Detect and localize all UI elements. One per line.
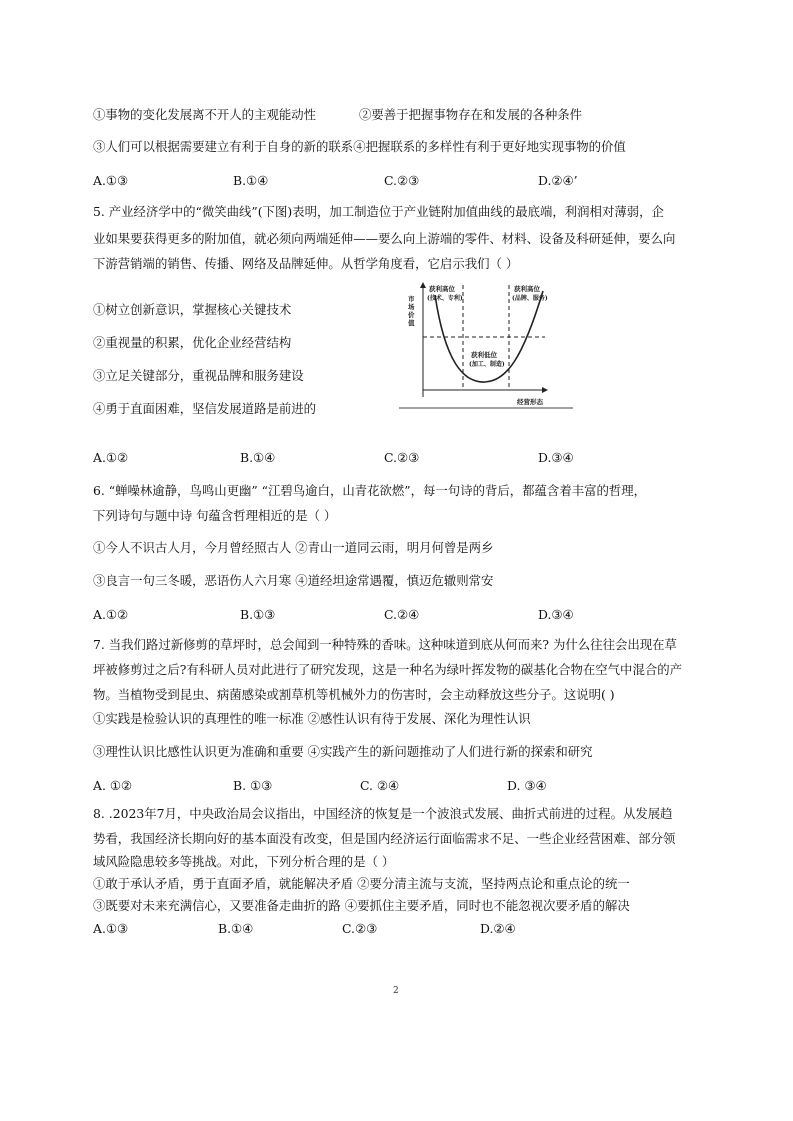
smile-curve-svg — [397, 279, 574, 411]
left-label-title: 获利高位 — [429, 285, 455, 293]
q7-statements-1: ①实践是检验认识的真理性的唯一标准 ②感性认识有待于发展、深化为理性认识 — [93, 711, 531, 726]
q4-statement-2: ②要善于把握事物存在和发展的各种条件 — [359, 107, 583, 122]
y-label-4: 值 — [408, 319, 415, 327]
q7-option-a: A. ①② — [93, 778, 133, 793]
q8-option-d: D.②④ — [480, 921, 516, 936]
q7-stem-line-3: 物。当植物受到昆虫、病菌感染或割草机等机械外力的伤害时，会主动释放这些分子。这说明( ) — [93, 687, 615, 702]
q7-option-c: C. ②④ — [360, 778, 400, 793]
y-label-3: 价 — [408, 311, 415, 319]
q8-statements-1: ①敢于承认矛盾，勇于直面矛盾，就能解决矛盾 ②要分清主流与支流，坚持两点论和重点论的统一 — [93, 876, 630, 891]
q5-stem-line-1: 5. 产业经济学中的“微笑曲线”(下图)表明，加工制造位于产业链附加值曲线的最底端，利润相对薄弱，企 — [93, 204, 664, 219]
q7-option-b: B. ①③ — [233, 778, 273, 793]
q5-option-d: D.③④ — [538, 450, 574, 465]
q6-stem-line-2: 下列诗句与题中诗 句蕴含哲理相近的是（ ） — [93, 508, 337, 523]
q4-option-c: C.②③ — [384, 173, 420, 188]
q8-option-a: A.①③ — [93, 921, 129, 936]
page-number: 2 — [393, 986, 399, 996]
bottom-label-title: 获利低位 — [471, 351, 497, 359]
q6-option-d: D.③④ — [538, 607, 574, 622]
q5-option-a: A.①② — [93, 450, 129, 465]
q5-statement-2: ②重视量的积累，优化企业经营结构 — [93, 335, 292, 350]
q4-option-a: A.①③ — [93, 173, 129, 188]
x-label: 经营形态 — [517, 398, 543, 406]
q4-statement-1: ①事物的变化发展离不开人的主观能动性 — [93, 107, 317, 122]
q5-stem-line-3: 下游营销端的销售、传播、网络及品牌延伸。从哲学角度看，它启示我们（ ） — [93, 256, 519, 271]
smile-curve-figure — [397, 279, 574, 411]
q8-stem-line-2: 势看，我国经济长期向好的基本面没有改变，但是国内经济运行面临需求不足、一些企业经营困难、部分领 — [93, 831, 676, 846]
bottom-label-sub: (加工、制造) — [469, 361, 505, 368]
q5-option-b: B.①④ — [240, 450, 276, 465]
q6-option-a: A.①② — [93, 607, 129, 622]
q8-statements-2: ③既要对未来充满信心，又要准备走曲折的路 ④要抓住主要矛盾，同时也不能忽视次要矛盾的解决 — [93, 898, 630, 913]
q7-stem-line-1: 7. 当我们路过新修剪的草坪时，总会闻到一种特殊的香味。这种味道到底从何而来? 为什么往往会出现在草 — [93, 637, 677, 652]
q7-stem-line-2: 坪被修剪过之后?有科研人员对此进行了研究发现，这是一种名为绿叶挥发物的碳基化合物在空气中混合的产 — [93, 662, 683, 677]
q6-option-c: C.②④ — [384, 607, 420, 622]
q6-option-b: B.①③ — [240, 607, 276, 622]
q8-option-b: B.①④ — [218, 921, 254, 936]
q4-statement-3: ③人们可以根据需要建立有利于自身的新的联系④把握联系的多样性有利于更好地实现事物的价值 — [93, 139, 626, 154]
x-axis-arrow-icon — [542, 387, 548, 393]
q6-stem-line-1: 6. “蝉噪林逾静，鸟鸣山更幽” “江碧鸟逾白，山青花欲燃”，每一句诗的背后，都蕴含着丰富的哲理， — [93, 483, 647, 498]
q5-statement-1: ①树立创新意识，掌握核心关键技术 — [93, 302, 292, 317]
right-label-sub: (品牌、服务) — [512, 295, 548, 302]
y-label-2: 场 — [408, 303, 415, 311]
q4-option-d: D.②④’ — [538, 173, 578, 188]
y-axis-arrow-icon — [420, 282, 426, 288]
q4-option-b: B.①④ — [233, 173, 269, 188]
q5-statement-4: ④勇于直面困难，坚信发展道路是前进的 — [93, 401, 317, 416]
q5-option-c: C.②③ — [384, 450, 420, 465]
q8-stem-line-3: 域风险隐患较多等挑战。对此，下列分析合理的是（ ） — [93, 854, 395, 869]
q7-statements-2: ③理性认识比感性认识更为准确和重要 ④实践产生的新问题推动了人们进行新的探索和研究 — [93, 744, 593, 759]
q5-statement-3: ③立足关键部分，重视品牌和服务建设 — [93, 368, 304, 383]
q8-option-c: C.②③ — [342, 921, 378, 936]
q6-statements-2: ③良言一句三冬暖，恶语伤人六月寒 ④道经坦途常遇覆，慎迈危辙则常安 — [93, 573, 494, 588]
right-label-title: 获利高位 — [514, 285, 540, 293]
q8-stem-line-1: 8. .2023年7月，中央政治局会议指出，中国经济的恢复是一个波浪式发展、曲折式前进的过程。从发展趋 — [93, 806, 673, 821]
left-label-sub: (技术、专利) — [427, 295, 463, 302]
q7-option-d: D. ③④ — [507, 778, 547, 793]
y-label-1: 市 — [408, 295, 415, 303]
q6-statements-1: ①今人不识古人月，今月曾经照古人 ②青山一道同云雨，明月何曾是两乡 — [93, 540, 494, 555]
q5-stem-line-2: 业如果要获得更多的附加值，就必须向两端延伸——要么向上游端的零件、材料、设备及科研延伸，要么向 — [93, 231, 676, 246]
